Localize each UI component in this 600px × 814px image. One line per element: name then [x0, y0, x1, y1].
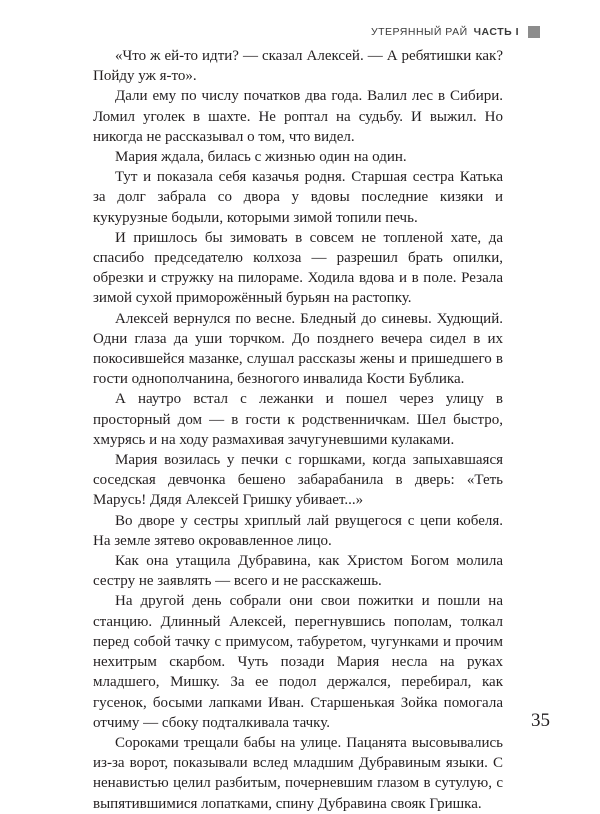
paragraph: Во дворе у сестры хриплый лай рвущегося с цепи кобеля. На земле зятево окровавленное лицо.	[93, 512, 503, 549]
running-head	[371, 26, 540, 38]
header-square-marker	[528, 26, 540, 38]
paragraph: Дали ему по числу початков два года. Валил лес в Сибири. Ломил уголек в шахте. Не роптал на судьбу. И выжил. Но никогда не рассказывал о том, что видел.	[93, 88, 503, 145]
paragraph: «Что ж ей-то идти? — сказал Алексей. — А ребятишки как? Пойду уж я-то».	[93, 48, 503, 85]
paragraph: Как она утащила Дубравина, как Христом Богом молила сестру не заявлять — всего и не расскажешь.	[93, 553, 503, 590]
part-label: ЧАСТЬ I	[473, 26, 519, 38]
book-title: УТЕРЯННЫЙ РАЙ	[370, 26, 468, 38]
paragraph: На другой день собрали они свои пожитки и пошли на станцию. Длинный Алексей, перегнувшись пополам, толкал перед собой тачку с примусом, табуретом, чугунками и прочим нехитрым скарбом. Чуть позади Мария несла на руках младшего, Мишку. За ее подол держался, перебирал, как гусенок, босыми лапками Иван. Старшенькая Зойка помогала отчиму — сбоку подталкивала тачку.	[93, 593, 503, 731]
body-text	[93, 46, 503, 814]
paragraph: Мария возилась у печки с горшками, когда запыхавшаяся соседская девчонка бешено забарабанила в дверь: «Теть Марусь! Дядя Алексей Гришку убивает...»	[93, 452, 503, 509]
paragraph: Мария ждала, билась с жизнью один на один.	[115, 149, 407, 166]
page-number: 35	[531, 710, 550, 731]
paragraph: Сороками трещали бабы на улице. Пацанята высовывались из-за ворот, показывали вслед младшим Дубравиным языки. С ненавистью целил разбитым, почерневшим глазом в сутулую, с выпятившимися лопатками, спину Дубравина свояк Гришка.	[93, 734, 503, 812]
paragraph: Алексей вернулся по весне. Бледный до синевы. Худющий. Одни глаза да уши торчком. До позднего вечера сидел в их покосившейся мазанке, слушал рассказы жены и пришедшего в гости однополчанина, безногого инвалида Кости Бублика.	[93, 310, 503, 388]
paragraph: И пришлось бы зимовать в совсем не топленой хате, да спасибо председателю колхоза — разрешил брать опилки, обрезки и стружку на пилораме. Ходила вдова и в поле. Резала зимой сухой приморожённый бурьян на растопку.	[93, 229, 503, 307]
paragraph: А наутро встал с лежанки и пошел через улицу в просторный дом — в гости к родственничкам. Шел быстро, хмурясь и на ходу размахивая зачугуневшими кулаками.	[93, 391, 503, 448]
paragraph: Тут и показала себя казачья родня. Старшая сестра Катька за долг забрала со двора у вдовы последние кизяки и кукурузные бодыли, которыми зимой топили печь.	[93, 169, 503, 226]
